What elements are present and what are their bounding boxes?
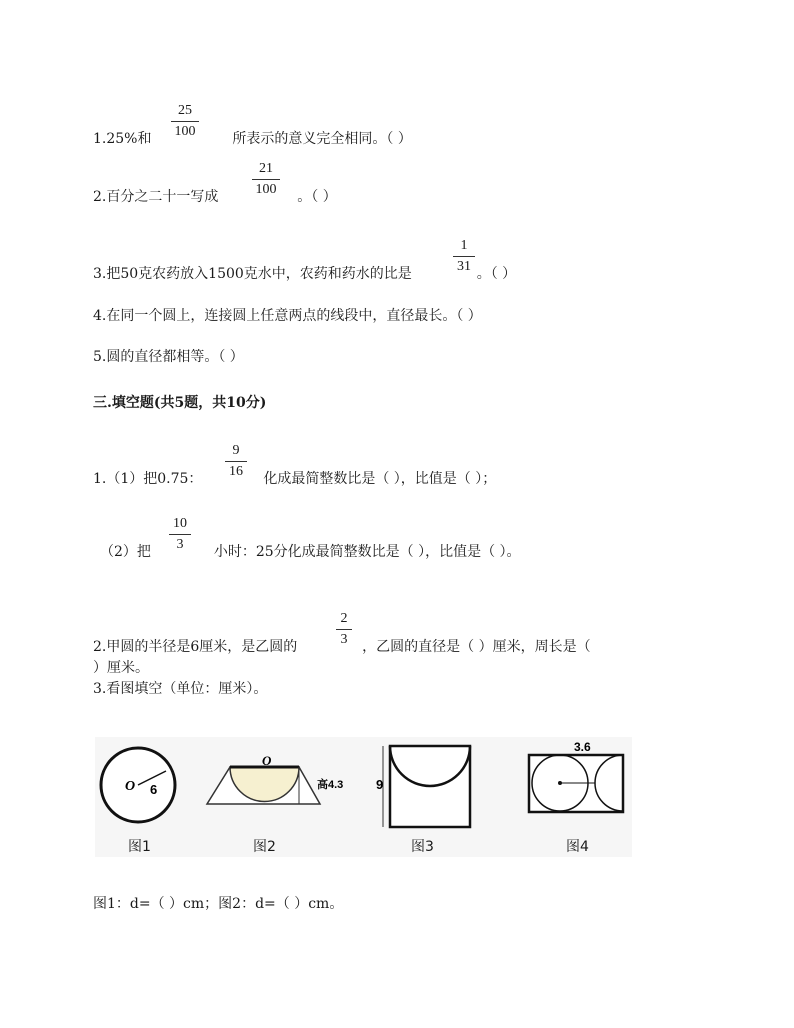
judge-q3-post: 。（ ） (476, 266, 517, 282)
judge-q5: 5.圆的直径都相等。（ ） (93, 349, 244, 365)
fill-q2-pre: 2.甲圆的半径是6厘米，是乙圆的 (93, 639, 298, 655)
answer-line: 图1：d=（ ）cm；图2：d=（ ）cm。 (93, 896, 344, 912)
judge-q3 (93, 265, 516, 283)
fill-q2-cont: ）厘米。 (93, 660, 149, 676)
judge-q2 (93, 188, 337, 206)
fill-q1a (93, 470, 496, 488)
numerator: 1 (460, 238, 468, 253)
figure-2-label: 图2 (253, 839, 276, 855)
section-title: 三.填空题(共5题，共10分) (93, 395, 267, 411)
numerator: 10 (173, 516, 187, 531)
fraction-bar (171, 121, 199, 122)
figure-3 (376, 746, 470, 827)
numerator: 2 (340, 611, 348, 626)
fill-q1b-pre: （2）把 (100, 544, 151, 560)
numerator: 9 (232, 443, 240, 458)
fraction-bar (453, 256, 475, 257)
figures-svg (95, 737, 632, 857)
fill-q1b (100, 543, 521, 561)
top-label: 3.6 (574, 740, 591, 754)
height-label: 高4.3 (317, 779, 344, 791)
judge-q3-pre: 3.把50克农药放入1500克水中，农药和药水的比是 (93, 266, 412, 282)
figure-3-label: 图3 (411, 839, 434, 855)
denominator: 100 (174, 124, 196, 139)
figure-4 (529, 740, 623, 812)
fill-q2 (93, 638, 591, 656)
figure-1-label: 图1 (128, 839, 151, 855)
judge-q1-pre: 1.25%和 (93, 131, 152, 147)
fill-q1a-post: 化成最简整数比是（ ），比值是（ ）； (263, 471, 497, 487)
numerator: 21 (259, 161, 273, 176)
center-label: O (262, 753, 272, 768)
fill-q3: 3.看图填空（单位：厘米）。 (93, 681, 268, 697)
judge-q2-post: 。（ ） (297, 189, 337, 205)
center-dot (558, 781, 562, 785)
fill-q2-post: ，乙圆的直径是（ ）厘米，周长是（ (362, 639, 591, 655)
fraction-bar (169, 534, 191, 535)
judge-q4: 4.在同一个圆上，连接圆上任意两点的线段中，直径最长。（ ） (93, 308, 482, 324)
fraction-bar (336, 629, 352, 630)
center-label: O (125, 779, 136, 794)
numerator: 25 (178, 103, 192, 118)
figure-4-label: 图4 (566, 839, 589, 855)
radius-label: 6 (150, 782, 158, 797)
judge-q1-post: 所表示的意义完全相同。（ ） (232, 131, 412, 147)
judge-q2-pre: 2.百分之二十一写成 (93, 189, 219, 205)
side-label: 9 (376, 777, 384, 792)
fraction-bar (225, 461, 247, 462)
figure-2 (207, 753, 343, 804)
denominator: 100 (255, 182, 277, 197)
figure-panel (95, 737, 632, 857)
denominator: 16 (229, 464, 243, 479)
judge-q1 (93, 130, 412, 148)
figure-1 (101, 748, 175, 822)
fill-q1a-pre: 1.（1）把0.75： (93, 471, 203, 487)
denominator: 3 (340, 632, 348, 647)
fill-q1b-post: 小时：25分化成最简整数比是（ ），比值是（ ）。 (213, 544, 521, 560)
denominator: 3 (176, 537, 184, 552)
denominator: 31 (457, 259, 471, 274)
fraction-bar (252, 179, 280, 180)
